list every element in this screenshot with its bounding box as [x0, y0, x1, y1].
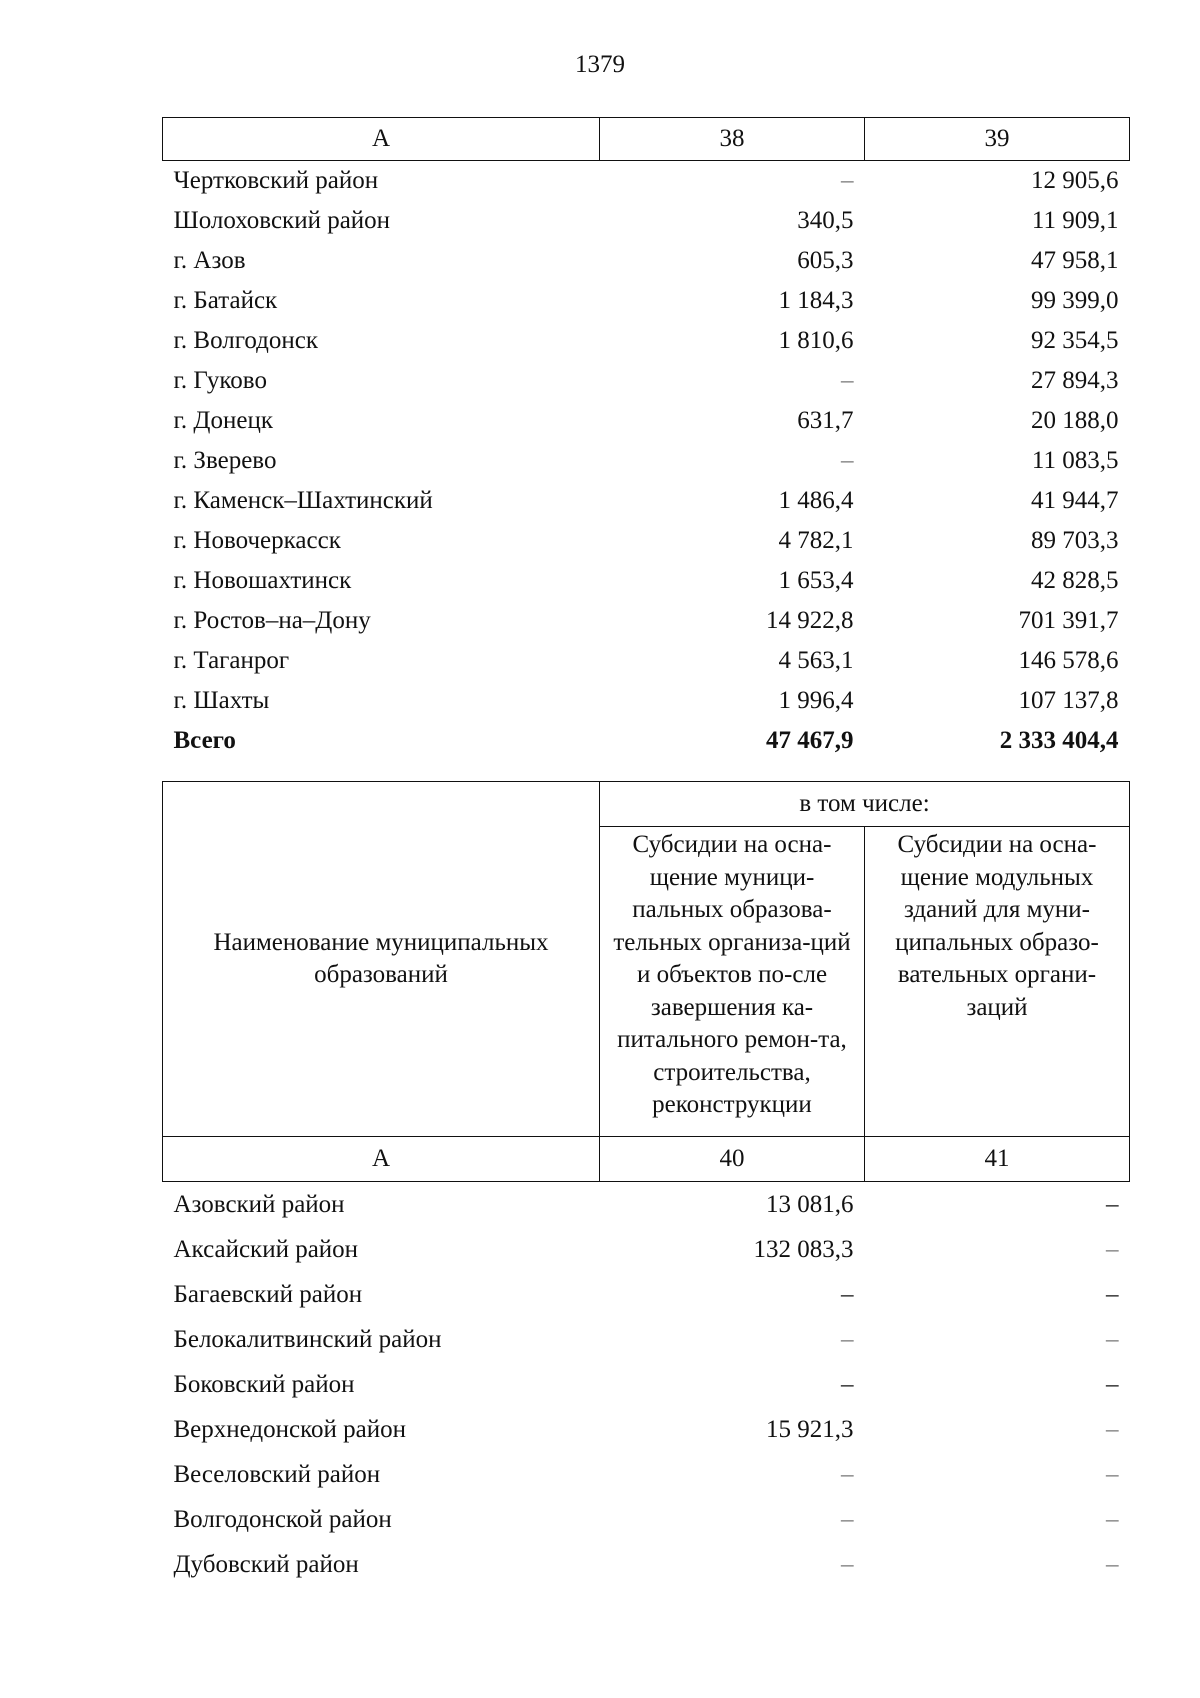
value-col-40: – [841, 1370, 854, 1398]
municipality-name: Дубовский район [173, 1550, 359, 1578]
municipality-name: г. Ростов–на–Дону [173, 607, 371, 634]
value-col-39: 99 399,0 [1031, 287, 1119, 314]
table-row [163, 521, 1130, 561]
municipality-name: Азовский район [173, 1190, 345, 1218]
value-col-39: 107 137,8 [1018, 687, 1119, 714]
value-col-39: 12 905,6 [1031, 167, 1119, 194]
table-row [163, 241, 1130, 281]
value-col-40: 15 921,3 [766, 1415, 854, 1443]
table-row [163, 1452, 1130, 1497]
table-row [163, 1542, 1130, 1587]
table-row [163, 201, 1130, 241]
value-col-38: 340,5 [797, 207, 854, 234]
value-col-40: 13 081,6 [766, 1190, 854, 1218]
municipality-name: Волгодонской район [173, 1505, 392, 1533]
municipality-name: г. Гуково [173, 367, 267, 394]
value-col-39: 11 083,5 [1031, 447, 1119, 474]
group-header-row [163, 782, 1130, 827]
table-row [163, 561, 1130, 601]
municipality-name: Чертковский район [173, 167, 379, 194]
table-row [163, 1497, 1130, 1542]
municipality-name: Боковский район [173, 1370, 355, 1398]
column-header: 39 [865, 118, 1130, 161]
table-row [163, 1317, 1130, 1362]
municipality-name: г. Азов [173, 247, 246, 274]
value-col-40: – [841, 1550, 854, 1578]
page-number: 1379 [575, 51, 625, 78]
value-col-41: – [1106, 1550, 1119, 1578]
value-col-41: – [1106, 1325, 1119, 1353]
value-col-38: 4 563,1 [778, 647, 854, 674]
table-row [163, 1182, 1130, 1228]
value-col-39: 701 391,7 [1018, 607, 1119, 634]
table-row [163, 361, 1130, 401]
value-col-39: 20 188,0 [1031, 407, 1119, 434]
value-col-41: – [1106, 1460, 1119, 1488]
total-row [163, 721, 1130, 761]
value-col-41: – [1106, 1235, 1119, 1263]
table-row [163, 161, 1130, 202]
table-row [163, 401, 1130, 441]
table-row [163, 1362, 1130, 1407]
subsidy-table-cols-40-41 [162, 781, 1130, 1587]
value-col-39: 42 828,5 [1031, 567, 1119, 594]
value-col-40: – [841, 1280, 854, 1308]
value-col-41: – [1106, 1280, 1119, 1308]
value-col-38: 1 653,4 [778, 567, 854, 594]
municipality-name-header: Наименование муниципальных образований [163, 782, 600, 1137]
table-row [163, 1272, 1130, 1317]
municipality-name: Шолоховский район [173, 207, 391, 234]
value-col-38: 1 486,4 [778, 487, 854, 514]
total-label: Всего [173, 727, 236, 754]
table-row [163, 481, 1130, 521]
value-col-41: – [1106, 1415, 1119, 1443]
value-col-38: – [841, 367, 854, 394]
municipality-name: г. Батайск [173, 287, 278, 314]
table-row [163, 681, 1130, 721]
value-col-40: – [841, 1460, 854, 1488]
value-col-38: 1 184,3 [778, 287, 854, 314]
column-index-row [163, 118, 1130, 161]
value-col-40: 132 083,3 [753, 1235, 854, 1263]
column-index-row [163, 1137, 1130, 1182]
municipality-name: Аксайский район [173, 1235, 359, 1263]
value-col-40: – [841, 1505, 854, 1533]
table-row [163, 1407, 1130, 1452]
including-header: в том числе: [600, 782, 1130, 827]
value-col-39: 27 894,3 [1031, 367, 1119, 394]
value-col-38: – [841, 167, 854, 194]
municipality-name: Багаевский район [173, 1280, 363, 1308]
municipality-name: Веселовский район [173, 1460, 381, 1488]
column-index: A [163, 1137, 600, 1182]
column-header: A [163, 118, 600, 161]
table-row [163, 441, 1130, 481]
value-col-38: 14 922,8 [766, 607, 854, 634]
value-col-39: 146 578,6 [1018, 647, 1119, 674]
municipality-name: г. Шахты [173, 687, 270, 714]
col-40-header: Субсидии на осна-щение муници-пальных образова-тельных организа-ций и объектов по-сле завершения ка-питального ремон-та, строительства, реконструкции [600, 827, 865, 1137]
value-col-39: 92 354,5 [1031, 327, 1119, 354]
value-col-38: 1 996,4 [778, 687, 854, 714]
total-col-38: 47 467,9 [766, 727, 854, 754]
value-col-38: 4 782,1 [778, 527, 854, 554]
municipality-name: г. Зверево [173, 447, 277, 474]
column-header: 38 [600, 118, 865, 161]
column-index: 40 [600, 1137, 865, 1182]
table-row [163, 601, 1130, 641]
value-col-41: – [1106, 1190, 1119, 1218]
total-col-39: 2 333 404,4 [999, 727, 1119, 754]
table-row [163, 641, 1130, 681]
value-col-41: – [1106, 1505, 1119, 1533]
value-col-39: 11 909,1 [1031, 207, 1119, 234]
col-41-header: Субсидии на осна-щение модульных зданий для муни-ципальных образо-вательных органи-заций [865, 827, 1130, 1137]
municipality-name: г. Каменск–Шахтинский [173, 487, 433, 514]
municipality-name: г. Новошахтинск [173, 567, 352, 594]
municipality-name: г. Таганрог [173, 647, 290, 674]
table-row [163, 281, 1130, 321]
municipality-name: Верхнедонской район [173, 1415, 406, 1443]
value-col-38: 1 810,6 [778, 327, 854, 354]
municipality-name: г. Волгодонск [173, 327, 319, 354]
table-row [163, 321, 1130, 361]
value-col-38: 631,7 [797, 407, 854, 434]
value-col-41: – [1106, 1370, 1119, 1398]
value-col-40: – [841, 1325, 854, 1353]
value-col-38: – [841, 447, 854, 474]
municipality-name: г. Новочеркасск [173, 527, 341, 554]
value-col-39: 47 958,1 [1031, 247, 1119, 274]
subsidy-table-cols-38-39 [162, 117, 1130, 761]
municipality-name: Белокалитвинский район [173, 1325, 442, 1353]
municipality-name: г. Донецк [173, 407, 273, 434]
table-row [163, 1227, 1130, 1272]
column-index: 41 [865, 1137, 1130, 1182]
value-col-39: 41 944,7 [1031, 487, 1119, 514]
value-col-38: 605,3 [797, 247, 854, 274]
value-col-39: 89 703,3 [1031, 527, 1119, 554]
